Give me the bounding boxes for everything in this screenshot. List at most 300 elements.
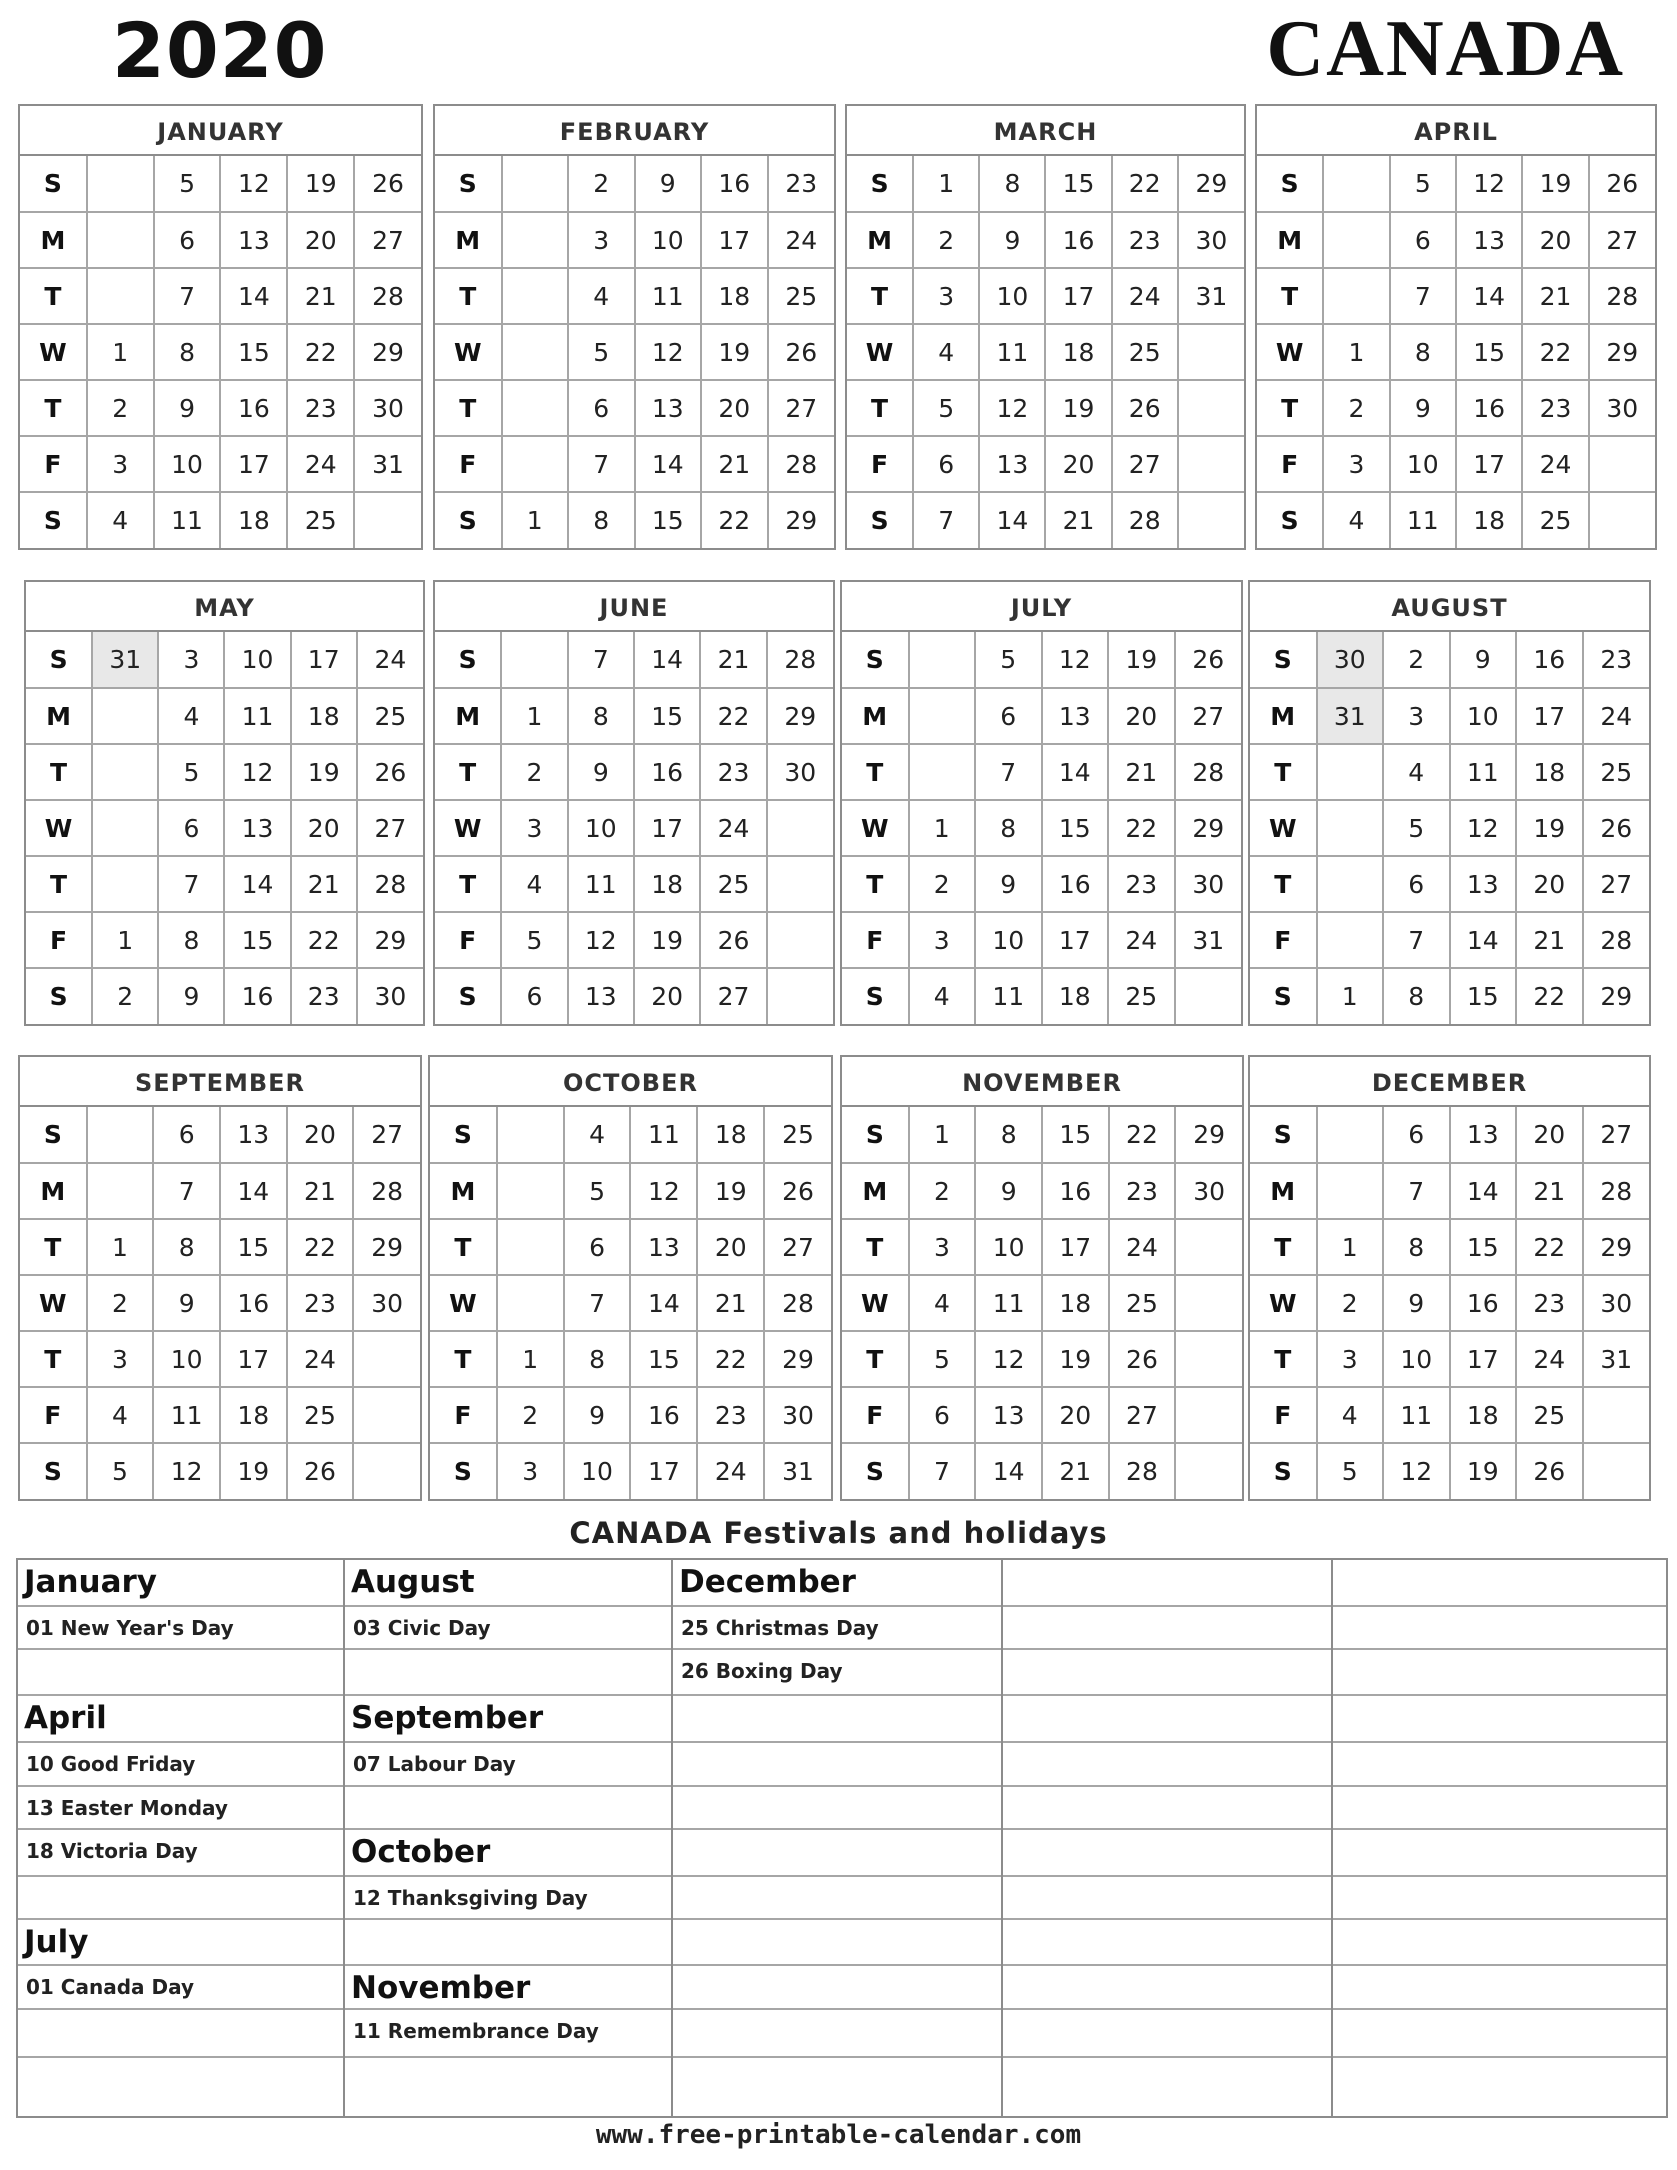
day-cell: 6 xyxy=(501,968,567,1024)
day-cell: 13 xyxy=(1456,212,1522,268)
day-cell: 28 xyxy=(767,632,833,688)
day-cell: 5 xyxy=(913,380,979,436)
week-row xyxy=(430,1331,831,1387)
day-cell: 30 xyxy=(1178,212,1244,268)
day-cell: 3 xyxy=(158,632,224,688)
weekday-label: M xyxy=(435,212,502,268)
week-row xyxy=(435,212,834,268)
weekday-label: S xyxy=(1250,632,1317,688)
day-cell: 26 xyxy=(287,1443,354,1499)
day-cell: 27 xyxy=(354,212,421,268)
weekday-label: T xyxy=(20,380,87,436)
day-cell: 7 xyxy=(1390,268,1456,324)
festival-empty-cell xyxy=(1003,1920,1331,1966)
day-cell: 24 xyxy=(1109,1219,1176,1275)
weekday-label: F xyxy=(1257,436,1323,492)
day-cell: 14 xyxy=(634,632,700,688)
weekday-label: W xyxy=(430,1275,497,1331)
day-cell: 17 xyxy=(220,436,287,492)
day-cell xyxy=(1317,744,1384,800)
week-row xyxy=(430,1275,831,1331)
festival-holiday-entry: 03 Civic Day xyxy=(345,1607,671,1650)
day-cell: 27 xyxy=(1583,1107,1650,1163)
day-cell: 7 xyxy=(153,1163,220,1219)
day-cell xyxy=(1175,1331,1242,1387)
week-row xyxy=(1250,1275,1649,1331)
day-cell: 23 xyxy=(1516,1275,1583,1331)
festival-holiday-entry: 13 Easter Monday xyxy=(18,1787,343,1830)
day-cell: 27 xyxy=(357,800,423,856)
week-row xyxy=(20,1331,420,1387)
weekday-label: S xyxy=(847,492,913,548)
week-row xyxy=(20,268,421,324)
week-row xyxy=(842,1387,1242,1443)
day-cell: 5 xyxy=(158,744,224,800)
day-cell: 20 xyxy=(291,800,357,856)
festival-holiday-entry: 12 Thanksgiving Day xyxy=(345,1877,671,1920)
day-cell: 1 xyxy=(92,912,158,968)
weekday-label: F xyxy=(842,912,909,968)
footer-url: www.free-printable-calendar.com xyxy=(595,2120,1082,2150)
day-cell: 1 xyxy=(1323,324,1389,380)
day-cell: 2 xyxy=(913,212,979,268)
day-cell: 21 xyxy=(701,436,768,492)
day-cell: 7 xyxy=(158,856,224,912)
day-cell xyxy=(353,1443,420,1499)
day-cell: 8 xyxy=(1383,1219,1450,1275)
day-cell: 26 xyxy=(1583,800,1650,856)
day-cell: 25 xyxy=(1108,968,1175,1024)
festival-empty-cell xyxy=(1333,1830,1666,1877)
day-cell: 30 xyxy=(357,968,423,1024)
day-cell: 20 xyxy=(634,968,700,1024)
week-row xyxy=(842,1107,1242,1163)
day-cell: 15 xyxy=(1042,1107,1109,1163)
day-cell: 6 xyxy=(568,380,635,436)
day-cell: 1 xyxy=(497,1331,564,1387)
day-cell: 16 xyxy=(220,380,287,436)
day-cell xyxy=(87,156,154,212)
week-row xyxy=(430,1387,831,1443)
day-cell: 21 xyxy=(1042,1443,1109,1499)
day-cell: 20 xyxy=(701,380,768,436)
day-cell: 2 xyxy=(497,1387,564,1443)
month-name: JUNE xyxy=(435,582,833,632)
day-cell: 24 xyxy=(1583,688,1650,744)
day-cell: 19 xyxy=(701,324,768,380)
festival-column xyxy=(673,1560,1003,2116)
month-days-table xyxy=(20,1107,420,1499)
day-cell: 23 xyxy=(1522,380,1588,436)
day-cell: 25 xyxy=(1522,492,1588,548)
weekday-label: M xyxy=(26,688,92,744)
day-cell: 3 xyxy=(1323,436,1389,492)
week-row xyxy=(1257,268,1655,324)
festival-month-heading: October xyxy=(345,1830,671,1877)
day-cell: 27 xyxy=(1583,856,1650,912)
day-cell: 9 xyxy=(1450,632,1517,688)
month-name: APRIL xyxy=(1257,106,1655,156)
month-days-table xyxy=(26,632,423,1024)
day-cell: 15 xyxy=(1456,324,1522,380)
day-cell xyxy=(1323,212,1389,268)
week-row xyxy=(1250,688,1649,744)
festivals-title: CANADA Festivals and holidays xyxy=(569,1516,1108,1550)
day-cell: 17 xyxy=(291,632,357,688)
festival-holiday-entry: 01 New Year's Day xyxy=(18,1607,343,1650)
weekday-label: T xyxy=(20,1219,87,1275)
day-cell: 30 xyxy=(353,1275,420,1331)
day-cell: 3 xyxy=(913,268,979,324)
day-cell xyxy=(354,492,421,548)
festival-empty-cell xyxy=(18,2010,343,2058)
day-cell: 11 xyxy=(975,1275,1042,1331)
day-cell: 27 xyxy=(1589,212,1655,268)
month-february xyxy=(433,104,836,550)
day-cell: 2 xyxy=(1317,1275,1384,1331)
day-cell xyxy=(353,1387,420,1443)
weekday-label: T xyxy=(1250,856,1317,912)
day-cell: 24 xyxy=(1108,912,1175,968)
day-cell: 5 xyxy=(564,1163,631,1219)
day-cell: 12 xyxy=(630,1163,697,1219)
weekday-label: S xyxy=(1257,156,1323,212)
week-row xyxy=(20,1387,420,1443)
day-cell: 22 xyxy=(1516,968,1583,1024)
week-row xyxy=(435,800,833,856)
day-cell: 11 xyxy=(975,968,1042,1024)
day-cell: 1 xyxy=(87,1219,154,1275)
day-cell: 13 xyxy=(220,212,287,268)
weekday-label: S xyxy=(842,1107,909,1163)
day-cell: 12 xyxy=(975,1331,1042,1387)
day-cell xyxy=(1317,800,1384,856)
week-row xyxy=(435,324,834,380)
festival-empty-cell xyxy=(1333,1743,1666,1787)
day-cell: 6 xyxy=(975,688,1042,744)
weekday-label: S xyxy=(842,968,909,1024)
day-cell: 2 xyxy=(1383,632,1450,688)
day-cell: 8 xyxy=(158,912,224,968)
day-cell: 26 xyxy=(357,744,423,800)
day-cell: 14 xyxy=(1450,912,1517,968)
weekday-label: T xyxy=(842,744,909,800)
weekday-label: S xyxy=(435,632,501,688)
day-cell: 14 xyxy=(1456,268,1522,324)
day-cell: 9 xyxy=(1383,1275,1450,1331)
day-cell: 25 xyxy=(1516,1387,1583,1443)
day-cell: 19 xyxy=(1522,156,1588,212)
day-cell: 17 xyxy=(1042,912,1109,968)
week-row xyxy=(847,156,1244,212)
festival-empty-cell xyxy=(1333,1877,1666,1920)
day-cell xyxy=(1178,380,1244,436)
day-cell: 3 xyxy=(87,1331,154,1387)
day-cell: 14 xyxy=(224,856,290,912)
month-january xyxy=(18,104,423,550)
day-cell: 6 xyxy=(1390,212,1456,268)
day-cell: 15 xyxy=(1042,800,1109,856)
weekday-label: F xyxy=(847,436,913,492)
day-cell: 24 xyxy=(287,436,354,492)
weekday-label: W xyxy=(26,800,92,856)
week-row xyxy=(1250,912,1649,968)
day-cell: 25 xyxy=(764,1107,831,1163)
festival-month-heading: July xyxy=(18,1920,343,1966)
day-cell: 2 xyxy=(87,380,154,436)
week-row xyxy=(435,912,833,968)
weekday-label: T xyxy=(435,744,501,800)
day-cell: 3 xyxy=(501,800,567,856)
day-cell: 10 xyxy=(975,912,1042,968)
month-july xyxy=(840,580,1243,1026)
day-cell: 27 xyxy=(1112,436,1178,492)
day-cell: 4 xyxy=(909,1275,976,1331)
day-cell: 28 xyxy=(764,1275,831,1331)
month-days-table xyxy=(435,632,833,1024)
week-row xyxy=(20,1275,420,1331)
week-row xyxy=(20,380,421,436)
week-row xyxy=(435,492,834,548)
month-september xyxy=(18,1055,422,1501)
day-cell: 2 xyxy=(92,968,158,1024)
month-name: SEPTEMBER xyxy=(20,1057,420,1107)
festival-empty-cell xyxy=(1003,1560,1331,1607)
week-row xyxy=(20,1107,420,1163)
week-row xyxy=(20,1219,420,1275)
day-cell: 14 xyxy=(979,492,1045,548)
day-cell: 4 xyxy=(568,268,635,324)
month-august xyxy=(1248,580,1651,1026)
month-name: FEBRUARY xyxy=(435,106,834,156)
week-row xyxy=(847,492,1244,548)
weekday-label: W xyxy=(1257,324,1323,380)
day-cell: 12 xyxy=(1450,800,1517,856)
week-row xyxy=(1250,856,1649,912)
week-row xyxy=(1257,436,1655,492)
day-cell xyxy=(1317,912,1384,968)
weekday-label: S xyxy=(26,968,92,1024)
day-cell: 8 xyxy=(1383,968,1450,1024)
day-cell: 2 xyxy=(568,156,635,212)
weekday-label: T xyxy=(842,856,909,912)
week-row xyxy=(26,800,423,856)
day-cell: 20 xyxy=(1108,688,1175,744)
week-row xyxy=(430,1219,831,1275)
day-cell: 15 xyxy=(630,1331,697,1387)
day-cell: 30 xyxy=(1589,380,1655,436)
month-name: JULY xyxy=(842,582,1241,632)
day-cell xyxy=(1175,1387,1242,1443)
day-cell: 26 xyxy=(1589,156,1655,212)
day-cell: 24 xyxy=(1112,268,1178,324)
day-cell: 27 xyxy=(353,1107,420,1163)
day-cell: 27 xyxy=(768,380,835,436)
day-cell: 27 xyxy=(700,968,766,1024)
day-cell: 11 xyxy=(979,324,1045,380)
day-cell xyxy=(497,1163,564,1219)
week-row xyxy=(20,492,421,548)
day-cell: 25 xyxy=(287,492,354,548)
weekday-label: F xyxy=(435,436,502,492)
day-cell xyxy=(909,744,976,800)
day-cell: 20 xyxy=(287,1107,354,1163)
weekday-label: M xyxy=(1257,212,1323,268)
weekday-label: T xyxy=(435,380,502,436)
festival-empty-cell xyxy=(1333,1966,1666,2010)
weekday-label: T xyxy=(842,1219,909,1275)
day-cell: 31 xyxy=(1583,1331,1650,1387)
weekday-label: W xyxy=(1250,800,1317,856)
day-cell: 10 xyxy=(564,1443,631,1499)
day-cell: 9 xyxy=(153,1275,220,1331)
weekday-label: T xyxy=(26,856,92,912)
weekday-label: S xyxy=(842,632,909,688)
weekday-label: T xyxy=(847,268,913,324)
day-cell: 13 xyxy=(1450,856,1517,912)
day-cell xyxy=(1175,1275,1242,1331)
day-cell: 17 xyxy=(634,800,700,856)
day-cell xyxy=(92,800,158,856)
festival-empty-cell xyxy=(1333,1787,1666,1830)
festival-empty-cell xyxy=(18,1650,343,1696)
festival-empty-cell xyxy=(1333,1696,1666,1743)
day-cell xyxy=(501,632,567,688)
festival-month-heading: August xyxy=(345,1560,671,1607)
festival-empty-cell xyxy=(1003,1696,1331,1743)
day-cell xyxy=(497,1107,564,1163)
day-cell: 29 xyxy=(1175,1107,1242,1163)
day-cell: 19 xyxy=(1450,1443,1517,1499)
weekday-label: W xyxy=(847,324,913,380)
week-row xyxy=(1250,1443,1649,1499)
month-june xyxy=(433,580,835,1026)
day-cell: 2 xyxy=(909,1163,976,1219)
day-cell: 25 xyxy=(1109,1275,1176,1331)
weekday-label: T xyxy=(26,744,92,800)
day-cell: 30 xyxy=(1583,1275,1650,1331)
weekday-label: S xyxy=(430,1107,497,1163)
weekday-label: T xyxy=(847,380,913,436)
day-cell: 29 xyxy=(1178,156,1244,212)
festival-month-heading: April xyxy=(18,1696,343,1743)
week-row xyxy=(1257,156,1655,212)
day-cell xyxy=(1175,968,1242,1024)
festival-empty-cell xyxy=(1003,1966,1331,2010)
day-cell: 8 xyxy=(975,800,1042,856)
day-cell: 1 xyxy=(909,800,976,856)
week-row xyxy=(435,380,834,436)
weekday-label: S xyxy=(430,1443,497,1499)
day-cell: 26 xyxy=(1112,380,1178,436)
day-cell xyxy=(1323,268,1389,324)
festival-column xyxy=(1003,1560,1333,2116)
day-cell: 13 xyxy=(975,1387,1042,1443)
festival-empty-cell xyxy=(1333,1650,1666,1696)
day-cell: 9 xyxy=(1390,380,1456,436)
week-row xyxy=(847,436,1244,492)
day-cell: 2 xyxy=(909,856,976,912)
week-row xyxy=(842,688,1241,744)
day-cell: 18 xyxy=(1045,324,1111,380)
day-cell: 8 xyxy=(564,1331,631,1387)
month-days-table xyxy=(847,156,1244,548)
weekday-label: S xyxy=(20,156,87,212)
weekday-label: S xyxy=(842,1443,909,1499)
day-cell: 23 xyxy=(1108,856,1175,912)
day-cell: 22 xyxy=(701,492,768,548)
week-row xyxy=(435,436,834,492)
day-cell xyxy=(502,268,569,324)
day-cell: 28 xyxy=(768,436,835,492)
day-cell: 14 xyxy=(635,436,702,492)
day-cell: 9 xyxy=(568,744,634,800)
day-cell: 3 xyxy=(909,912,976,968)
day-cell xyxy=(497,1275,564,1331)
weekday-label: S xyxy=(1250,968,1317,1024)
week-row xyxy=(435,856,833,912)
day-cell: 24 xyxy=(1522,436,1588,492)
day-cell: 30 xyxy=(764,1387,831,1443)
day-cell: 5 xyxy=(1383,800,1450,856)
weekday-label: T xyxy=(842,1331,909,1387)
day-cell: 27 xyxy=(764,1219,831,1275)
festival-empty-cell xyxy=(1003,1877,1331,1920)
day-cell: 7 xyxy=(568,632,634,688)
day-cell xyxy=(767,856,833,912)
day-cell: 29 xyxy=(768,492,835,548)
day-cell: 14 xyxy=(630,1275,697,1331)
weekday-label: F xyxy=(20,436,87,492)
day-cell: 23 xyxy=(1112,212,1178,268)
day-cell: 4 xyxy=(158,688,224,744)
day-cell: 6 xyxy=(158,800,224,856)
day-cell: 22 xyxy=(1522,324,1588,380)
day-cell: 21 xyxy=(1516,912,1583,968)
day-cell: 15 xyxy=(634,688,700,744)
festival-empty-cell xyxy=(673,1787,1001,1830)
day-cell: 11 xyxy=(1383,1387,1450,1443)
day-cell: 25 xyxy=(1112,324,1178,380)
day-cell: 7 xyxy=(1383,1163,1450,1219)
week-row xyxy=(842,1331,1242,1387)
day-cell: 21 xyxy=(1522,268,1588,324)
day-cell: 22 xyxy=(287,1219,354,1275)
weekday-label: M xyxy=(842,688,909,744)
festivals-table xyxy=(16,1558,1668,2118)
day-cell: 29 xyxy=(357,912,423,968)
day-cell: 14 xyxy=(1042,744,1109,800)
day-cell xyxy=(909,632,976,688)
week-row xyxy=(842,912,1241,968)
day-cell: 5 xyxy=(909,1331,976,1387)
day-cell: 12 xyxy=(220,156,287,212)
festival-month-heading: September xyxy=(345,1696,671,1743)
weekday-label: M xyxy=(1250,688,1317,744)
day-cell: 19 xyxy=(1042,1331,1109,1387)
day-cell: 28 xyxy=(1589,268,1655,324)
festival-holiday-entry: 26 Boxing Day xyxy=(673,1650,1001,1696)
month-days-table xyxy=(20,156,421,548)
festival-empty-cell xyxy=(18,1877,343,1920)
day-cell: 31 xyxy=(1175,912,1242,968)
day-cell: 22 xyxy=(291,912,357,968)
day-cell: 24 xyxy=(1516,1331,1583,1387)
day-cell: 16 xyxy=(1042,856,1109,912)
day-cell: 31 xyxy=(764,1443,831,1499)
weekday-label: S xyxy=(20,1107,87,1163)
festival-empty-cell xyxy=(673,1830,1001,1877)
